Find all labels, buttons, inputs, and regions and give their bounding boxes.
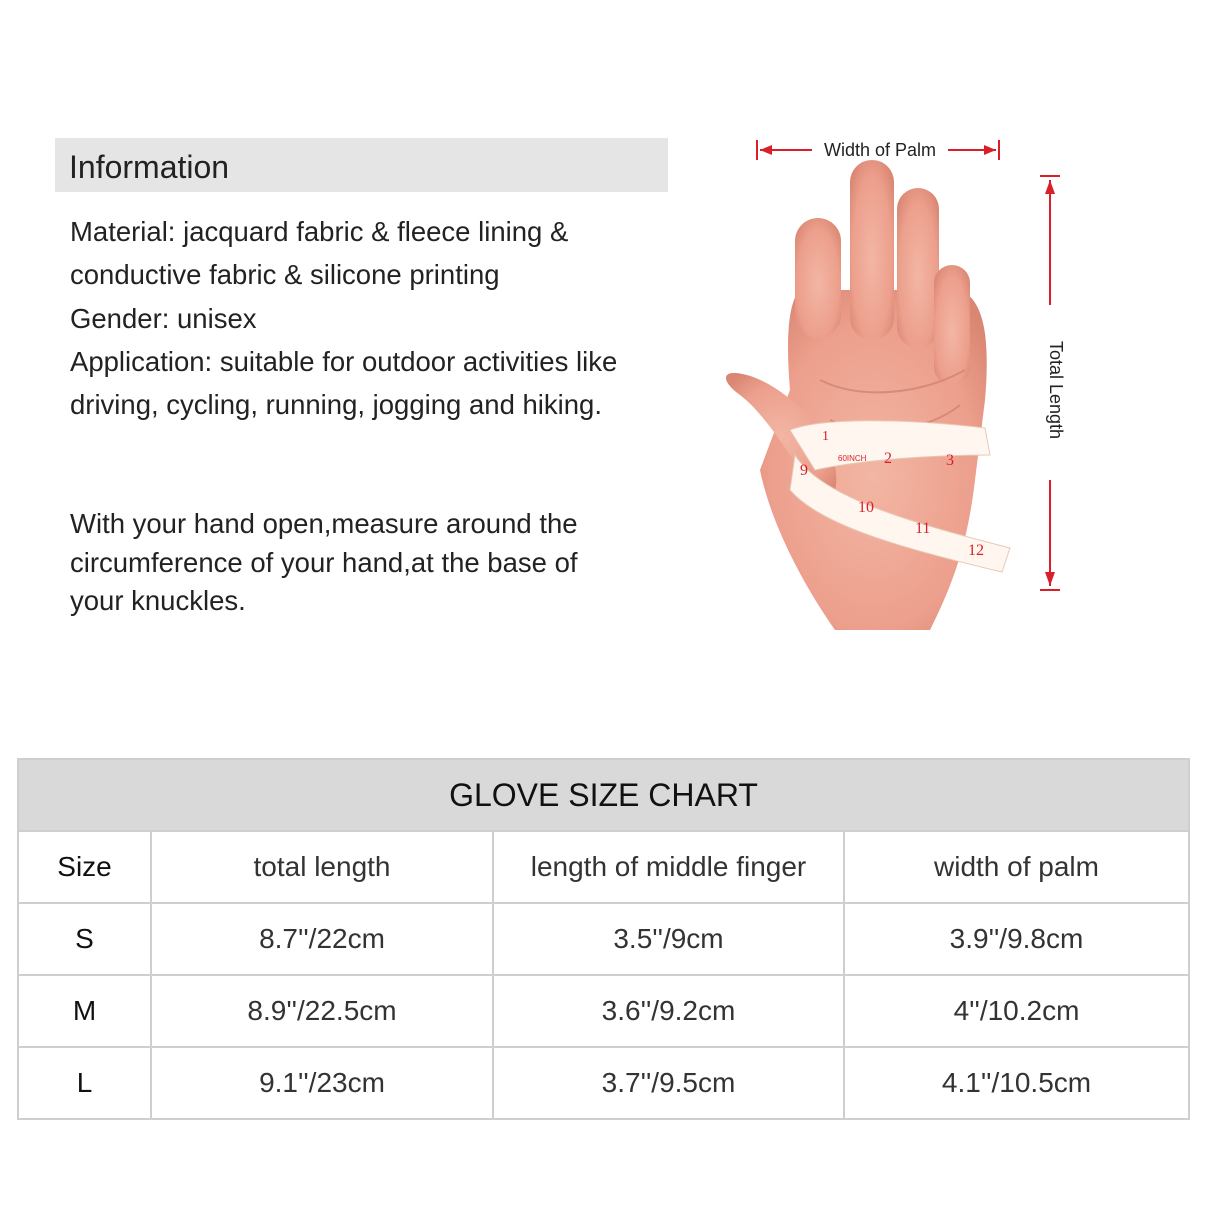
instruction-line: your knuckles. [70, 585, 246, 616]
tape-number: 9 [800, 462, 808, 479]
size-label: M [18, 975, 151, 1047]
tape-number: 10 [858, 499, 874, 516]
info-line-gender: Gender: unisex [70, 302, 257, 334]
tape-number: 11 [915, 520, 931, 537]
table-row [18, 1047, 1189, 1119]
hand-illustration [726, 160, 987, 630]
tape-number: 12 [968, 542, 984, 559]
column-header-width-of-palm: width of palm [844, 831, 1189, 903]
table-header-row [18, 831, 1189, 903]
middle-finger-value: 3.7''/9.5cm [493, 1047, 844, 1119]
total-length-value: 8.7''/22cm [151, 903, 493, 975]
info-heading: Information [55, 138, 668, 192]
width-of-palm-label: Width of Palm [823, 140, 937, 160]
size-label: L [18, 1047, 151, 1119]
info-line-application-cont: driving, cycling, running, jogging and hiking. [70, 389, 602, 421]
palm-width-value: 4''/10.2cm [844, 975, 1189, 1047]
middle-finger-value: 3.6''/9.2cm [493, 975, 844, 1047]
glove-size-chart [17, 758, 1190, 1120]
info-line-material-cont: conductive fabric & silicone printing [70, 259, 500, 291]
tape-number: 3 [946, 452, 954, 469]
tape-number: 1 [822, 429, 829, 444]
middle-finger-value: 3.5''/9cm [493, 903, 844, 975]
column-header-total-length: total length [151, 831, 493, 903]
size-chart-title: GLOVE SIZE CHART [18, 759, 1189, 831]
total-length-value: 9.1''/23cm [151, 1047, 493, 1119]
tape-brand: 60INCH [838, 454, 867, 463]
palm-width-value: 4.1''/10.5cm [844, 1047, 1189, 1119]
size-label: S [18, 903, 151, 975]
tape-number: 2 [884, 450, 892, 467]
table-row [18, 975, 1189, 1047]
instruction-line: circumference of your hand,at the base of [70, 546, 578, 578]
info-line-application: Application: suitable for outdoor activities like [70, 345, 618, 377]
total-length-label: Total Length [1046, 340, 1066, 440]
table-row [18, 903, 1189, 975]
column-header-size: Size [18, 831, 151, 903]
info-line-material: Material: jacquard fabric & fleece lining & [70, 216, 569, 247]
total-length-value: 8.9''/22.5cm [151, 975, 493, 1047]
instruction-line: With your hand open,measure around the [70, 508, 578, 539]
palm-width-value: 3.9''/9.8cm [844, 903, 1189, 975]
column-header-middle-finger: length of middle finger [493, 831, 844, 903]
